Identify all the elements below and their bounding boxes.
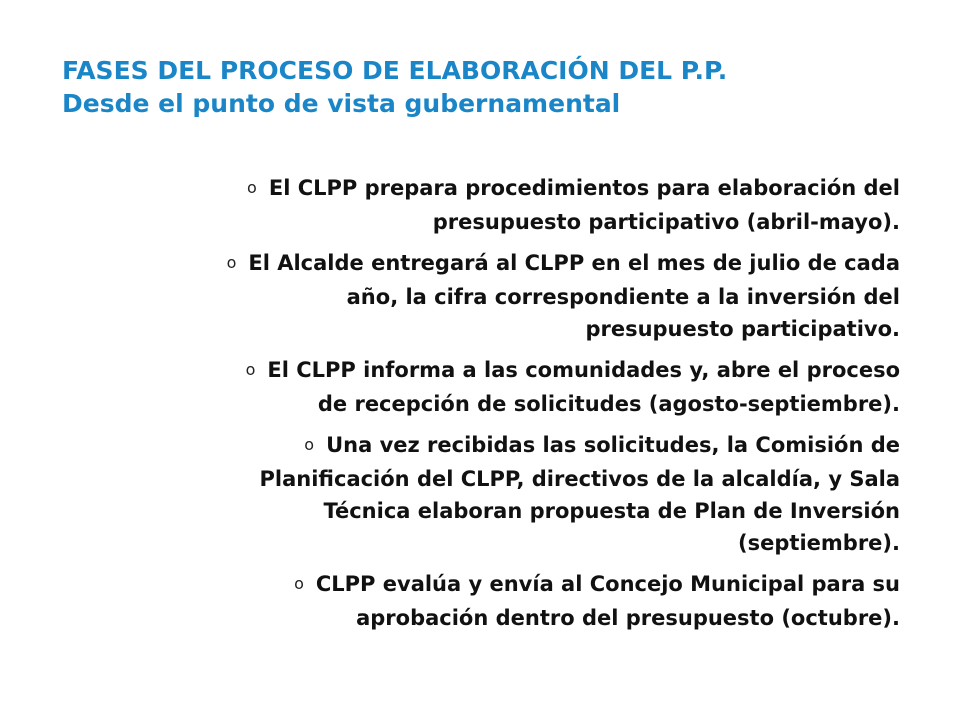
bullet-line: aprobación dentro del presupuesto (octubre).	[356, 606, 900, 630]
bullet-line	[60, 172, 900, 206]
bullet-marker-icon: o	[247, 178, 257, 197]
bullet-item	[60, 247, 900, 345]
bullet-item	[60, 568, 900, 634]
bullet-text: El CLPP informa a las comunidades y, abre el proceso	[267, 358, 900, 382]
bullet-list	[60, 172, 900, 643]
bullet-line: presupuesto participativo.	[585, 317, 900, 341]
bullet-item	[60, 172, 900, 238]
bullet-text: El CLPP prepara procedimientos para elaboración del	[268, 176, 900, 200]
bullet-line: año, la cifra correspondiente a la inversión del	[346, 285, 900, 309]
bullet-item	[60, 429, 900, 559]
bullet-line: presupuesto participativo (abril-mayo).	[432, 210, 900, 234]
title-line-2: Desde el punto de vista gubernamental	[62, 89, 621, 118]
bullet-marker-icon: o	[304, 435, 315, 454]
bullet-item	[60, 354, 900, 420]
bullet-marker-icon: o	[226, 253, 237, 272]
bullet-line: (septiembre).	[738, 531, 900, 555]
bullet-line	[60, 429, 900, 463]
bullet-line: de recepción de solicitudes (agosto-septiembre).	[317, 392, 900, 416]
bullet-line	[60, 568, 900, 602]
bullet-line	[60, 354, 900, 388]
bullet-line	[60, 247, 900, 281]
bullet-text: CLPP evalúa y envía al Concejo Municipal para su	[315, 572, 900, 596]
title-line-1: FASES DEL PROCESO DE ELABORACIÓN DEL P.P.	[62, 56, 728, 85]
bullet-line: Planificación del CLPP, directivos de la alcaldía, y Sala	[259, 467, 900, 491]
bullet-text: Una vez recibidas las solicitudes, la Comisión de	[326, 433, 900, 457]
bullet-text: El Alcalde entregará al CLPP en el mes de julio de cada	[248, 251, 900, 275]
bullet-line: Técnica elaboran propuesta de Plan de Inversión	[323, 499, 900, 523]
bullet-marker-icon: o	[245, 360, 256, 379]
slide-title	[62, 54, 922, 120]
bullet-marker-icon: o	[294, 574, 304, 593]
